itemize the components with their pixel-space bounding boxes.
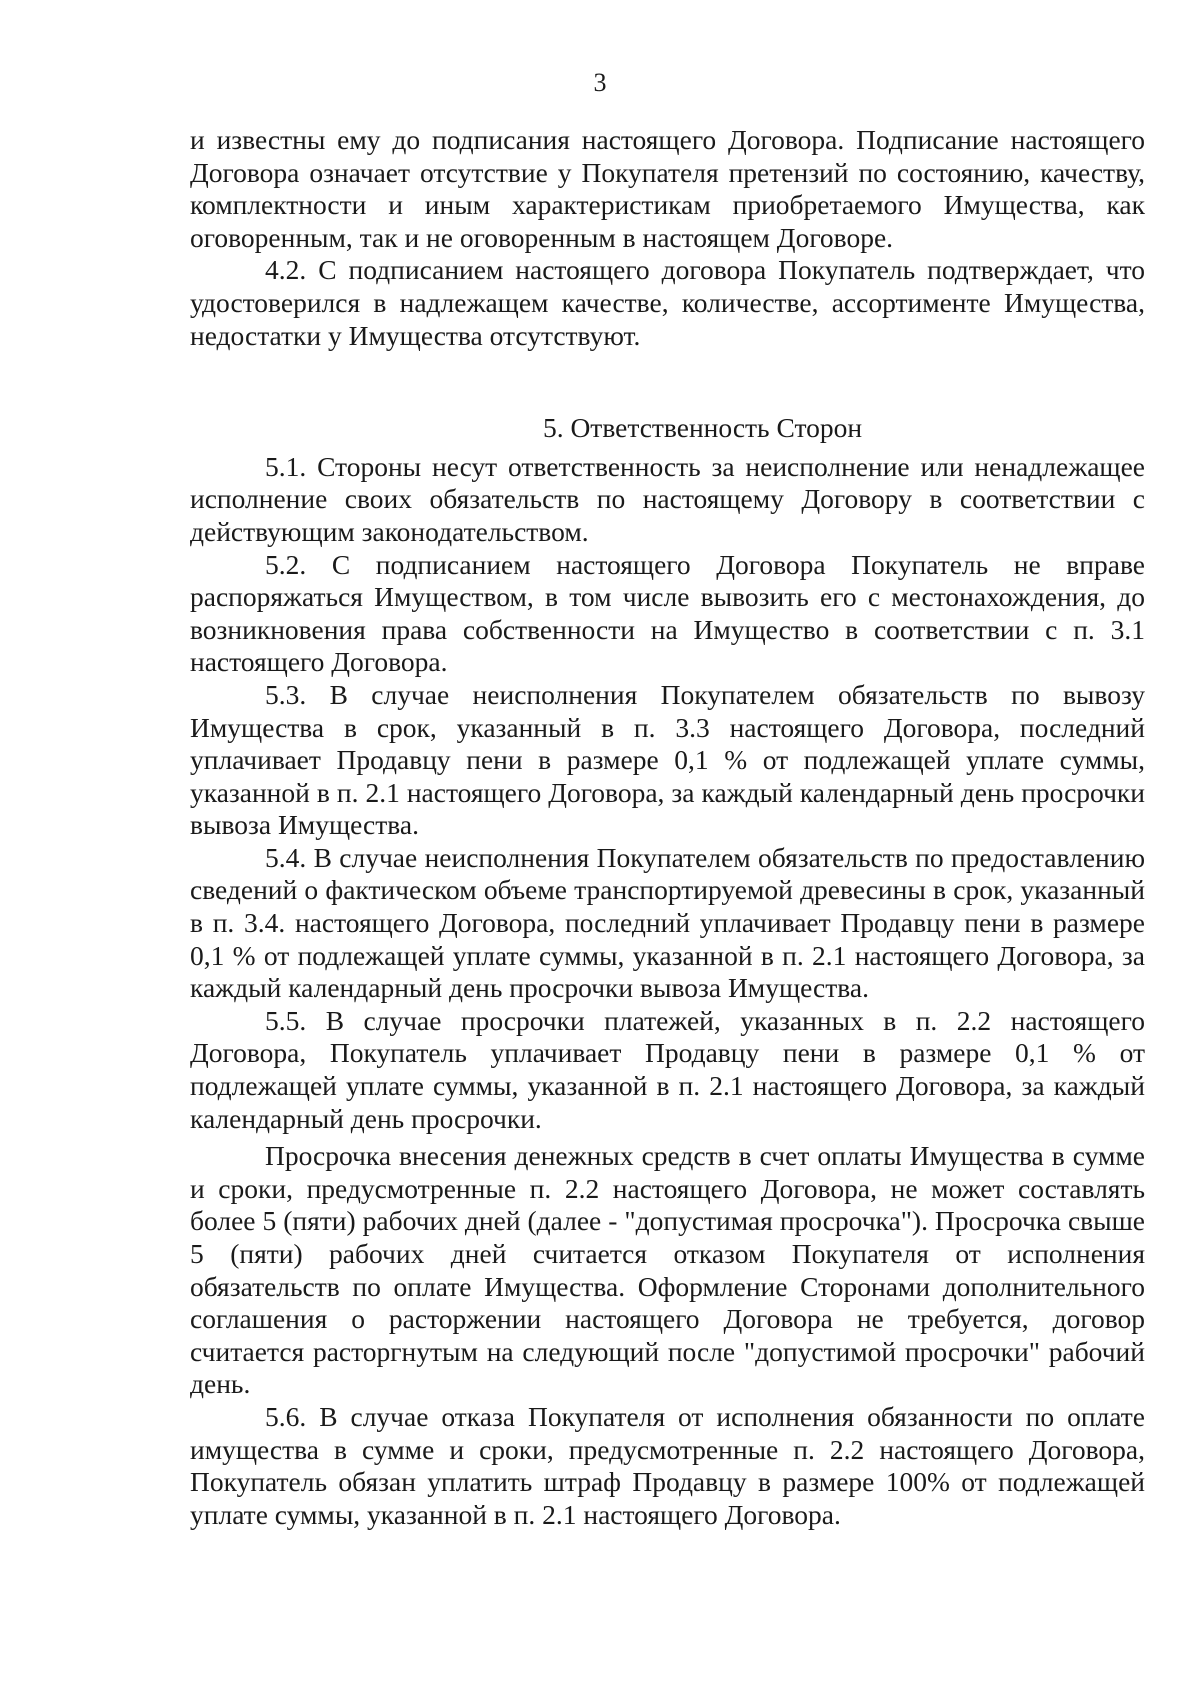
clause-5-4: 5.4. В случае неисполнения Покупателем обязательств по предоставлению сведений о фактическом объеме транспортируемой древесины в срок, указанный в п. 3.4. настоящего Договора, последний уплачивает Продавцу пени в размере 0,1 % от подлежащей уплате суммы, указанной в п. 2.1 настоящего Договора, за каждый календарный день просрочки вывоза Имущества. — [190, 841, 1145, 1004]
spacer — [190, 352, 1145, 412]
document-body — [190, 124, 1145, 1531]
clause-5-2: 5.2. С подписанием настоящего Договора Покупатель не вправе распоряжаться Имуществом, в том числе вывозить его с местонахождения, до возникновения права собственности на Имущество в соответствии с п. 3.1 настоящего Договора. — [190, 548, 1145, 678]
clause-5-5-delay: Просрочка внесения денежных средств в счет оплаты Имущества в сумме и сроки, предусмотренные п. 2.2 настоящего Договора, не может составлять более 5 (пяти) рабочих дней (далее - "допустимая просрочка"). Просрочка свыше 5 (пяти) рабочих дней считается отказом Покупателя от исполнения обязательств по оплате Имущества. Оформление Сторонами дополнительного соглашения о расторжении настоящего Договора не требуется, договор считается расторгнутым на следующий после "допустимой просрочки" рабочий день. — [190, 1140, 1145, 1400]
section-5-heading: 5. Ответственность Сторон — [542, 412, 863, 444]
clause-5-5: 5.5. В случае просрочки платежей, указанных в п. 2.2 настоящего Договора, Покупатель уплачивает Продавцу пени в размере 0,1 % от подлежащей уплате суммы, указанной в п. 2.1 настоящего Договора, за каждый календарный день просрочки. — [190, 1004, 1145, 1134]
clause-5-3: 5.3. В случае неисполнения Покупателем обязательств по вывозу Имущества в срок, указанный в п. 3.3 настоящего Договора, последний уплачивает Продавцу пени в размере 0,1 % от подлежащей уплате суммы, указанной в п. 2.1 настоящего Договора, за каждый календарный день просрочки вывоза Имущества. — [190, 678, 1145, 841]
clause-5-1: 5.1. Стороны несут ответственность за неисполнение или ненадлежащее исполнение своих обязательств по настоящему Договору в соответствии с действующим законодательством. — [190, 450, 1145, 547]
clause-5-6: 5.6. В случае отказа Покупателя от исполнения обязанности по оплате имущества в сумме и сроки, предусмотренные п. 2.2 настоящего Договора, Покупатель обязан уплатить штраф Продавцу в размере 100% от подлежащей уплате суммы, указанной в п. 2.1 настоящего Договора. — [190, 1400, 1145, 1530]
continuation-paragraph: и известны ему до подписания настоящего Договора. Подписание настоящего Договора означает отсутствие у Покупателя претензий по состоянию, качеству, комплектности и иным характеристикам приобретаемого Имущества, как оговоренным, так и не оговоренным в настоящем Договоре. — [190, 124, 1145, 253]
clause-4-2: 4.2. С подписанием настоящего договора Покупатель подтверждает, что удостоверился в надлежащем качестве, количестве, ассортименте Имущества, недостатки у Имущества отсутствуют. — [190, 254, 1145, 351]
page-number: 3 — [593, 68, 607, 97]
